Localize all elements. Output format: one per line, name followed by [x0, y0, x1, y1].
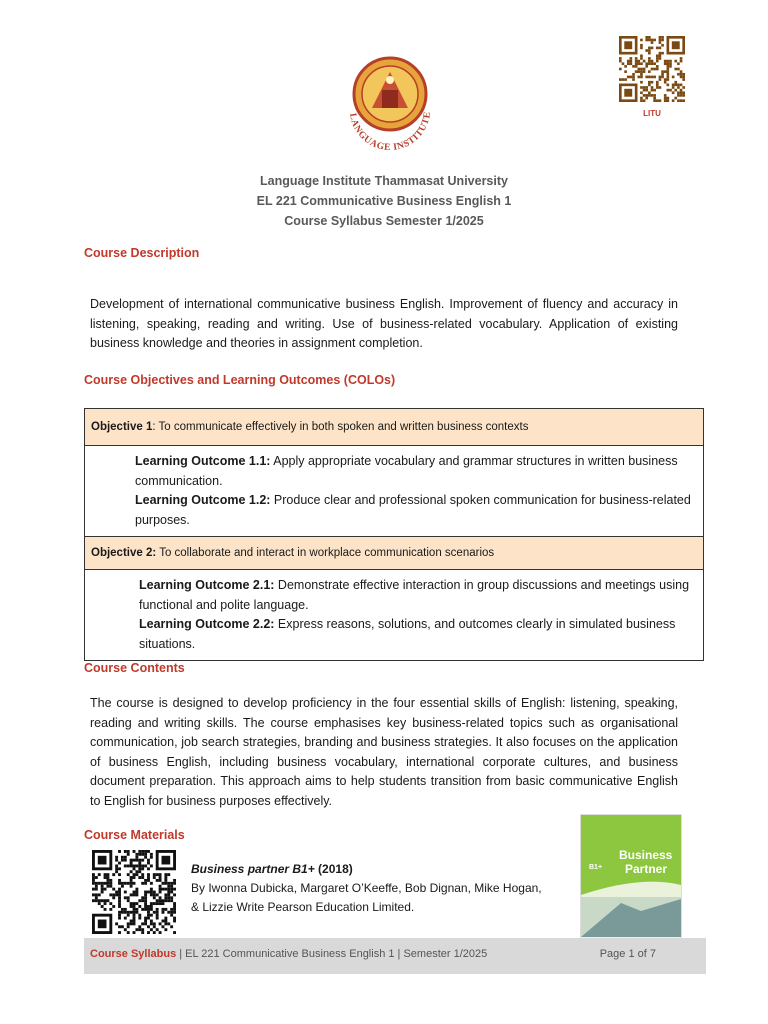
footer-detail: | EL 221 Communicative Business English 1 | Semester 1/2025 [176, 948, 488, 960]
colo-table [84, 408, 704, 661]
book-publisher: & Lizzie Write Pearson Education Limited. [191, 900, 415, 914]
book-cover-icon [581, 815, 681, 949]
learning-outcome [135, 452, 695, 491]
objective-label: Objective 2: [91, 547, 157, 559]
learning-outcome-text: Apply appropriate vocabulary and grammar structures in written business communication. [135, 454, 678, 488]
cover-title-1: Business [619, 848, 673, 862]
learning-outcome-text: Demonstrate effective interaction in group discussions and meetings using functional and polite language. [139, 578, 690, 612]
learning-outcome [139, 615, 695, 654]
thammasat-seal-icon [342, 50, 438, 160]
cover-level: B1+ [589, 864, 603, 871]
book-title: Business partner B1+ [191, 862, 315, 876]
book-cover [580, 814, 682, 950]
page-number: Page 1 of 7 [599, 948, 656, 960]
university-seal [342, 50, 438, 160]
learning-outcome-text: Produce clear and professional spoken communication for business-related purposes. [135, 493, 691, 527]
learning-outcome-label: Learning Outcome 2.1: [139, 578, 275, 592]
objective-row [85, 409, 703, 446]
litu-qr-code[interactable] [619, 36, 685, 102]
qr-label: LITU [643, 109, 661, 118]
materials-qr-code[interactable] [92, 850, 176, 934]
objectives-heading: Course Objectives and Learning Outcomes (COLOs) [84, 373, 396, 387]
learning-outcome-label: Learning Outcome 2.2: [139, 617, 275, 631]
course-materials-heading: Course Materials [84, 828, 185, 842]
header-semester: Course Syllabus Semester 1/2025 [284, 214, 484, 228]
learning-outcomes-block [85, 446, 703, 537]
book-authors: By Iwonna Dubicka, Margaret O’Keeffe, Bob Dignan, Mike Hogan, [191, 881, 542, 895]
learning-outcome [135, 491, 695, 530]
document-header [0, 171, 768, 231]
objective-row [85, 537, 703, 570]
book-info [191, 860, 571, 917]
footer-label: Course Syllabus [90, 948, 177, 960]
learning-outcome-label: Learning Outcome 1.2: [135, 493, 271, 507]
objective-text: : To communicate effectively in both spoken and written business contexts [152, 421, 529, 433]
cover-title-2: Partner [625, 862, 668, 876]
course-description-heading: Course Description [84, 246, 200, 260]
qr-code-icon [92, 850, 176, 934]
course-contents-text: The course is designed to develop proficiency in the four essential skills of English: listening, speaking, reading and writing skills. The course emphasises key business-related topics such as organisational communication, job search strategies, branding and business strategies. It also focuses on the application of business English, including business vocabulary, international corporate cultures, and business document preparation. This approach aims to help students transition from basic communicative English to English for business purposes effectively. [90, 696, 678, 808]
objective-text: To collaborate and interact in workplace communication scenarios [156, 547, 495, 559]
objective-label: Objective 1 [91, 421, 153, 433]
book-year: (2018) [314, 862, 353, 876]
header-institution: Language Institute Thammasat University [260, 174, 508, 188]
learning-outcome-label: Learning Outcome 1.1: [135, 454, 271, 468]
learning-outcome-text: Express reasons, solutions, and outcomes clearly in simulated business situations. [139, 617, 676, 651]
page-footer [84, 938, 706, 974]
header-course: EL 221 Communicative Business English 1 [256, 194, 512, 208]
qr-code-icon [619, 36, 685, 102]
book-title-line [191, 860, 571, 879]
seal-arc-text: LANGUAGE INSTITUTE [347, 110, 434, 154]
course-description-text: Development of international communicative business English. Improvement of fluency and accuracy in listening, speaking, reading and writing. Use of business-related vocabulary. Application of existing business knowledge and theories in assignment completion. [90, 297, 678, 350]
learning-outcome [139, 576, 695, 615]
footer-course-info [90, 948, 487, 960]
course-contents-heading: Course Contents [84, 661, 185, 675]
learning-outcomes-block [85, 570, 703, 660]
